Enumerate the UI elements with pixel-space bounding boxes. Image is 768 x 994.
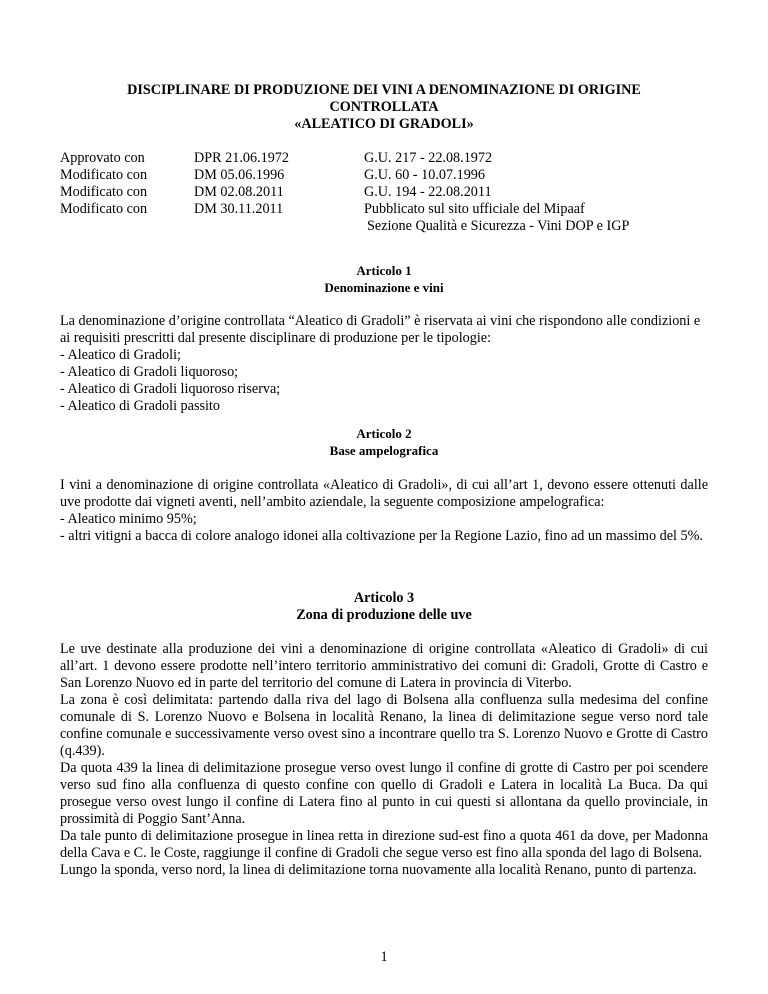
article-2-heading: Base ampelografica: [329, 443, 439, 458]
paragraph: I vini a denominazione di origine controllata «Aleatico di Gradoli», di cui all’art 1, devono essere ottenuti dalle uve prodotte dai vigneti aventi, nell’ambito aziendale, la seguente composizione ampelografica:: [60, 477, 708, 510]
title-line-2: CONTROLLATA: [329, 99, 439, 115]
list-item: - Aleatico minimo 95%;: [60, 511, 197, 527]
title-line-3: «ALEATICO DI GRADOLI»: [294, 116, 474, 132]
approval-gazette: G.U. 60 - 10.07.1996: [364, 167, 485, 183]
article-1-header: [60, 262, 708, 296]
title-line-1: DISCIPLINARE DI PRODUZIONE DEI VINI A DENOMINAZIONE DI ORIGINE: [127, 82, 641, 98]
approval-label: Modificato con: [60, 184, 148, 200]
approval-label: Approvato con: [60, 150, 145, 166]
list-item: - altri vitigni a bacca di colore analogo idonei alla coltivazione per la Regione Lazio, fino ad un massimo del 5%.: [60, 528, 703, 544]
approval-gazette: G.U. 217 - 22.08.1972: [364, 150, 493, 166]
list-item: - Aleatico di Gradoli passito: [60, 398, 220, 414]
approval-gazette-extra: Sezione Qualità e Sicurezza - Vini DOP e IGP: [367, 218, 630, 234]
article-1-body: [60, 313, 708, 415]
page-number: 1: [380, 949, 388, 965]
approval-label: Modificato con: [60, 201, 148, 217]
paragraph: Da tale punto di delimitazione prosegue in linea retta in direzione sud-est fino a quota 461 da dove, per Madonna della Cava e C. le Coste, raggiunge il confine di Gradoli che segue verso est fino alla sponda del lago di Bolsena.: [60, 828, 708, 861]
list-item: - Aleatico di Gradoli liquoroso riserva;: [60, 381, 281, 397]
article-3-heading: Zona di produzione delle uve: [296, 607, 472, 623]
paragraph: Le uve destinate alla produzione dei vini a denominazione di origine controllata «Aleatico di Gradoli» di cui all’art. 1 devono essere prodotte nell’intero territorio amministrativo dei comuni di: Gradoli, Grotte di Castro e San Lorenzo Nuovo ed in parte del territorio del comune di Latera in provincia di Viterbo.: [60, 641, 708, 691]
paragraph: Da quota 439 la linea di delimitazione prosegue verso ovest lungo il confine di grotte di Castro per poi scendere verso sud fino alla confluenza di questo confine con quello di Gradoli e Latera in località La Buca. Da qui prosegue verso ovest lungo il confine di Latera fino al punto in cui questi si allontana da quello provinciale, in prossimità di Poggio Sant’Anna.: [60, 760, 708, 827]
list-item: - Aleatico di Gradoli liquoroso;: [60, 364, 239, 380]
approval-gazette: G.U. 194 - 22.08.2011: [364, 184, 492, 200]
approval-gazette: Pubblicato sul sito ufficiale del Mipaaf: [364, 201, 585, 217]
article-3-header: [60, 590, 708, 624]
article-3-number: Articolo 3: [353, 590, 415, 606]
article-2-body: [60, 477, 708, 545]
article-1-heading: Denominazione e vini: [324, 280, 444, 295]
approval-act: DM 02.08.2011: [194, 184, 284, 200]
paragraph: La zona è così delimitata: partendo dalla riva del lago di Bolsena alla confluenza sulla medesima del confine comunale di S. Lorenzo Nuovo e Bolsena in località Renano, la linea di delimitazione segue verso nord tale confine comunale e successivamente verso ovest sino a incontrare quello tra S. Lorenzo Nuovo e Grotte di Castro (q.439).: [60, 692, 708, 759]
article-2-number: Articolo 2: [356, 426, 412, 441]
document-title: [60, 82, 708, 133]
paragraph: La denominazione d’origine controllata “Aleatico di Gradoli” è riservata ai vini che rispondono alle condizioni e ai requisiti prescritti dal presente disciplinare di produzione per le tipologie:: [60, 313, 701, 346]
approval-act: DM 30.11.2011: [194, 201, 284, 217]
approval-act: DPR 21.06.1972: [194, 150, 289, 166]
list-item: - Aleatico di Gradoli;: [60, 347, 181, 363]
approval-label: Modificato con: [60, 167, 148, 183]
article-1-number: Articolo 1: [356, 263, 412, 278]
approval-act: DM 05.06.1996: [194, 167, 285, 183]
article-3-body: [60, 641, 708, 879]
paragraph: Lungo la sponda, verso nord, la linea di delimitazione torna nuovamente alla località Renano, punto di partenza.: [60, 862, 697, 878]
article-2-header: [60, 425, 708, 459]
